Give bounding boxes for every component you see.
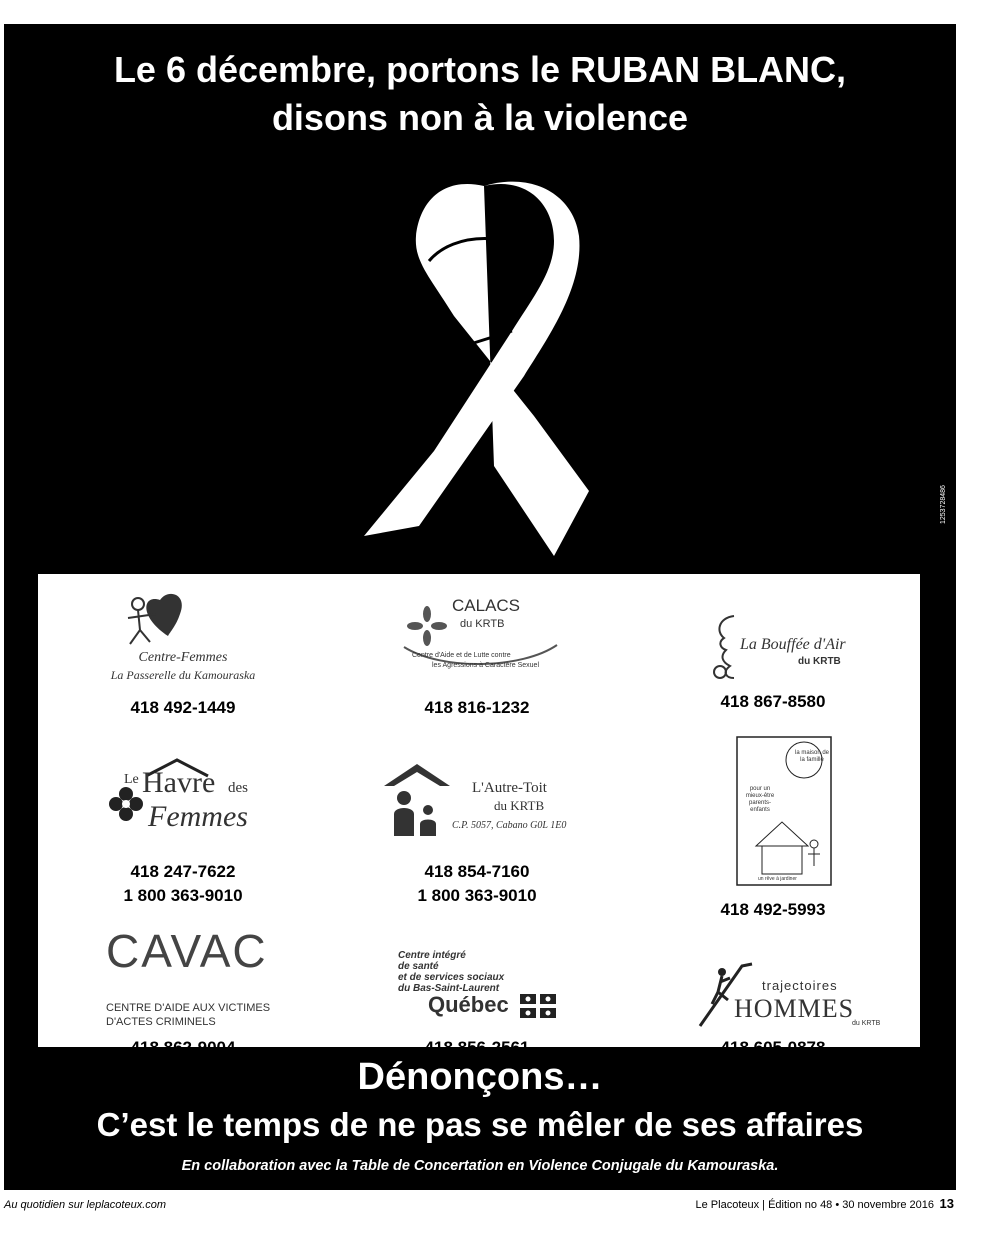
logo-line: de santé — [398, 961, 439, 972]
calacs-logo — [332, 586, 622, 696]
org-centre-femmes — [38, 586, 328, 720]
footer-headline: Dénonçons… — [357, 1056, 603, 1098]
phone-number: 418 862-9004 — [130, 1038, 236, 1057]
cavac-logo — [38, 920, 328, 1032]
logo-subtext: du KRTB — [494, 798, 545, 813]
white-ribbon-icon — [344, 166, 624, 586]
org-autre-toit — [332, 750, 622, 908]
logo-line: Centre intégré — [398, 950, 466, 961]
logo-subtext: pour un mieux-être parents-enfants — [745, 786, 775, 813]
phone-number: 418 867-8580 — [720, 692, 826, 711]
ad-block — [4, 24, 956, 1190]
family-roof-icon — [382, 760, 452, 840]
phone-number-tollfree: 1 800 363-9010 — [417, 886, 537, 905]
phone-number: 418 856-2561 — [424, 1038, 530, 1057]
heart-figure-icon — [118, 586, 198, 646]
headline-line-1: Le 6 décembre, portons le RUBAN BLANC, — [113, 49, 847, 90]
phone-number: 418 492-5993 — [720, 900, 826, 919]
logo-subtext: HOMMES — [734, 994, 855, 1023]
logo-tagline: du KRTB — [852, 1020, 881, 1027]
logo-text: L'Autre-Toit — [472, 780, 547, 796]
logo-text: La Bouffée d'Air — [740, 636, 846, 653]
logo-text: trajectoires — [762, 978, 838, 993]
phone-number: 418 816-1232 — [424, 698, 530, 717]
logo-tagline: un rêve à jardiner — [758, 876, 797, 882]
trajectoires-logo — [628, 920, 918, 1032]
logo-address: C.P. 5057, Cabano G0L 1E0 — [452, 820, 567, 831]
page-footer — [0, 1196, 1000, 1216]
phone-number: 418 605-0878 — [720, 1038, 826, 1057]
flower-house-icon — [106, 784, 146, 824]
org-maison-famille — [628, 736, 918, 922]
headline-line-2: disons non à la violence — [271, 97, 689, 138]
logo-quebec: Québec — [428, 992, 509, 1017]
face-profile-icon — [708, 612, 744, 682]
logo-subtext: du KRTB — [460, 618, 505, 630]
org-calacs — [332, 586, 622, 720]
side-code: 1253728486 — [940, 485, 947, 524]
page-number: 13 — [939, 1196, 954, 1211]
logo-tagline-2: les Agressions à Caractère Sexuel — [432, 662, 539, 669]
logo-line: du Bas-Saint-Laurent — [398, 983, 500, 994]
maison-famille-logo — [628, 736, 918, 896]
logo-text: la maison de la famille — [794, 750, 830, 763]
organizations-panel — [38, 574, 920, 1057]
phone-number: 418 492-1449 — [130, 698, 236, 717]
logo-text: Havre — [142, 766, 216, 799]
logo-prefix: Le — [124, 772, 139, 787]
org-havre-femmes — [38, 750, 328, 908]
logo-line: et de services sociaux — [398, 972, 505, 983]
logo-subtext: du KRTB — [798, 656, 841, 667]
cavac-logo-icon: CAVAC — [106, 925, 268, 977]
cisss-logo — [332, 920, 622, 1032]
org-trajectoires-hommes — [628, 920, 918, 1060]
phone-number-tollfree: 1 800 363-9010 — [123, 886, 243, 905]
logo-subtext-2: D'ACTES CRIMINELS — [106, 1016, 216, 1028]
logo-subtext: Femmes — [148, 800, 248, 833]
centre-femmes-logo — [38, 586, 328, 696]
footer-subheadline: C’est le temps de ne pas se mêler de ses affaires — [96, 1106, 864, 1143]
footer-credit: En collaboration avec la Table de Concertation en Violence Conjugale du Kamouraska. — [181, 1158, 779, 1174]
quebec-flag-icon — [520, 994, 556, 1018]
logo-text: CALACS — [452, 596, 521, 615]
site-link[interactable]: Au quotidien sur leplacoteux.com — [4, 1199, 167, 1211]
org-cisss — [332, 920, 622, 1060]
logo-connector: des — [228, 780, 248, 796]
edition-info: Le Placoteux | Édition no 48 • 30 novembre 2016 — [695, 1199, 934, 1211]
logo-subtext: La Passerelle du Kamouraska — [110, 668, 256, 682]
logo-subtext: CENTRE D'AIDE AUX VICTIMES — [106, 1002, 271, 1014]
phone-number: 418 854-7160 — [424, 862, 530, 881]
org-bouffee-air — [628, 574, 918, 714]
bouffee-air-logo — [628, 574, 918, 684]
autre-toit-logo — [332, 750, 622, 860]
phone-number: 418 247-7622 — [130, 862, 236, 881]
flower-icon — [407, 606, 447, 646]
logo-text: Centre-Femmes — [138, 650, 228, 665]
logo-tagline: Centre d'Aide et de Lutte contre — [412, 652, 511, 659]
logo-text — [398, 950, 504, 994]
org-cavac — [38, 920, 328, 1060]
havre-femmes-logo — [38, 750, 328, 860]
